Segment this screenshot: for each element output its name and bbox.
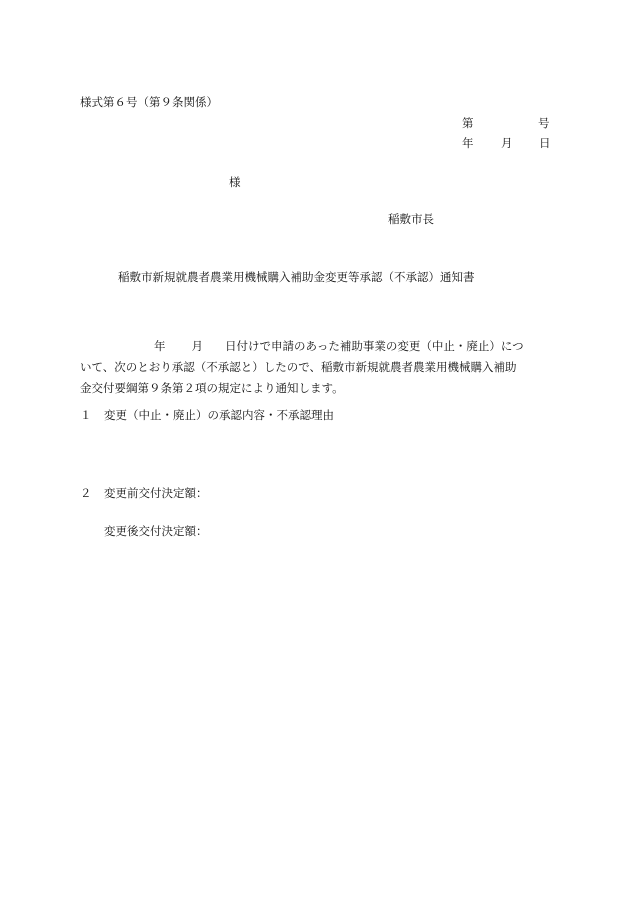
date-month: 月 [501, 136, 513, 150]
item-1-number: １ [80, 408, 92, 422]
body-line-2: いて、次のとおり承認（不承認と）したので、稲敷市新規就農者農業用機械購入補助 [80, 360, 517, 374]
doc-number-prefix: 第 [462, 116, 474, 130]
body-paragraph [80, 336, 550, 399]
body-month: 月 [191, 339, 203, 353]
recipient-suffix: 様 [229, 175, 241, 189]
item-2-number: ２ [80, 486, 92, 500]
date-day: 日 [539, 136, 551, 150]
date-year: 年 [462, 136, 474, 150]
item-2b-label: 変更後交付決定額： [104, 524, 208, 538]
sender-name: 稲敷市長 [388, 212, 434, 226]
body-year: 年 [154, 339, 166, 353]
document-title: 稲敷市新規就農者農業用機械購入補助金変更等承認（不承認）通知書 [118, 270, 475, 284]
item-2-label: 変更前交付決定額： [104, 486, 208, 500]
body-line-1-rest: 日付けで申請のあった補助事業の変更（中止・廃止）につ [225, 339, 524, 353]
body-line-1 [80, 336, 550, 357]
body-line-3: 金交付要綱第９条第２項の規定により通知します。 [80, 381, 344, 395]
doc-number-suffix: 号 [538, 116, 550, 130]
item-1-label: 変更（中止・廃止）の承認内容・不承認理由 [104, 408, 334, 422]
form-number: 様式第６号（第９条関係） [80, 95, 218, 109]
